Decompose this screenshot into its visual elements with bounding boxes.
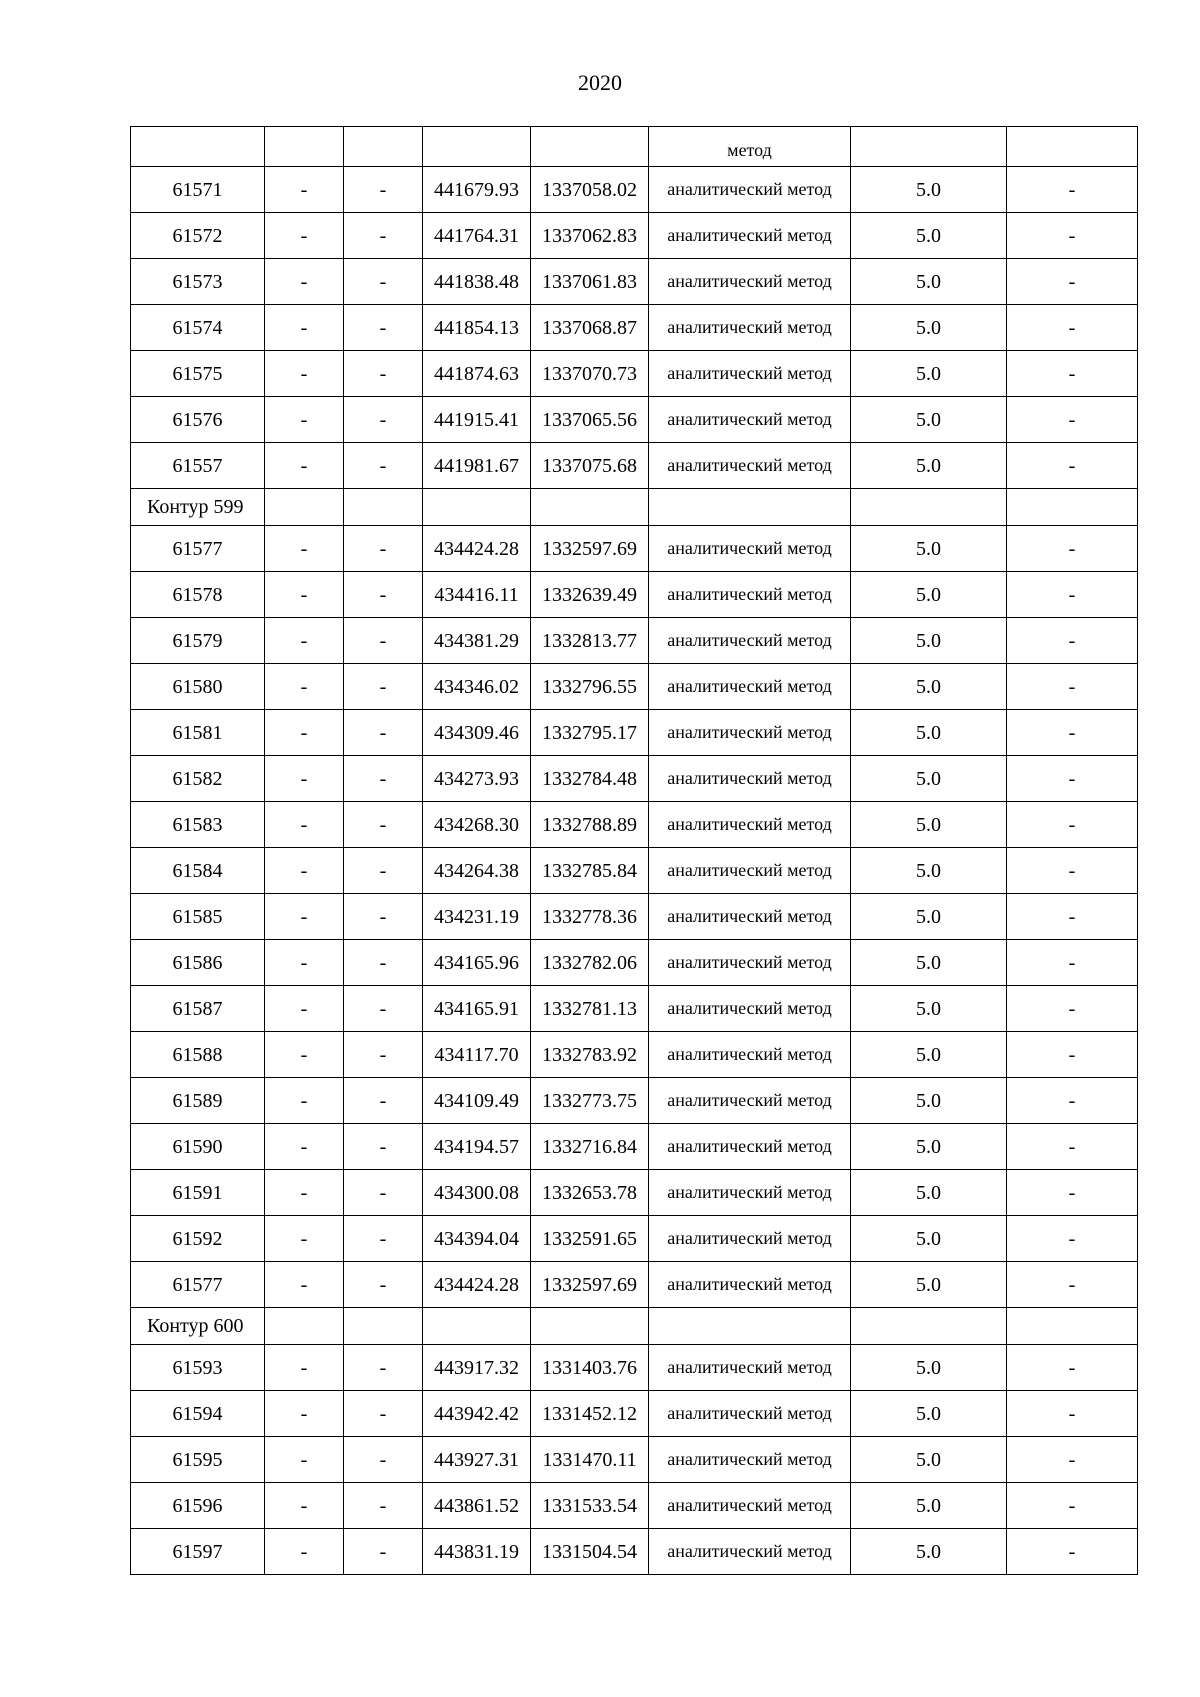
cell-col2: -: [265, 1170, 344, 1216]
cell-point: 61582: [131, 756, 265, 802]
cell-y: 1332782.06: [531, 940, 649, 986]
cell-col8: -: [1007, 894, 1138, 940]
cell-point: 61583: [131, 802, 265, 848]
contour-label: Контур 600: [131, 1308, 265, 1345]
table-row: [131, 167, 1138, 213]
cell-col2: -: [265, 710, 344, 756]
cell-y: 1332653.78: [531, 1170, 649, 1216]
table-row: [131, 1262, 1138, 1308]
cell-method: аналитический метод: [649, 618, 851, 664]
cell-point: 61584: [131, 848, 265, 894]
cell-col3: -: [344, 1124, 423, 1170]
cell-y: 1337075.68: [531, 443, 649, 489]
cell-col8: -: [1007, 664, 1138, 710]
table-row: [131, 664, 1138, 710]
table-row: [131, 986, 1138, 1032]
cell-col3: -: [344, 894, 423, 940]
cell-accuracy: 5.0: [851, 1345, 1007, 1391]
cell-y: 1331533.54: [531, 1483, 649, 1529]
cell-y: 1337061.83: [531, 259, 649, 305]
cell-col8: -: [1007, 1078, 1138, 1124]
cell-col8: -: [1007, 1483, 1138, 1529]
cell-method: аналитический метод: [649, 986, 851, 1032]
cell-col2: -: [265, 756, 344, 802]
cell-accuracy: 5.0: [851, 351, 1007, 397]
cell-y: 1332597.69: [531, 526, 649, 572]
cell-col2: -: [265, 802, 344, 848]
cell-point: 61577: [131, 526, 265, 572]
table-row: [131, 1170, 1138, 1216]
cell-accuracy: 5.0: [851, 1529, 1007, 1575]
cell-x: 441679.93: [423, 167, 531, 213]
cell-y: 1337068.87: [531, 305, 649, 351]
cell-method: аналитический метод: [649, 1124, 851, 1170]
table-row: [131, 305, 1138, 351]
cell-accuracy: 5.0: [851, 1391, 1007, 1437]
empty-cell: [1007, 1308, 1138, 1345]
cell-x: 434268.30: [423, 802, 531, 848]
cell-x: 434165.91: [423, 986, 531, 1032]
cell-x: 434346.02: [423, 664, 531, 710]
cell-col2: -: [265, 167, 344, 213]
cell-x: 434424.28: [423, 1262, 531, 1308]
empty-cell: [851, 1308, 1007, 1345]
cell-x: 434117.70: [423, 1032, 531, 1078]
cell-col2: -: [265, 1345, 344, 1391]
cell-col3: -: [344, 1529, 423, 1575]
cell-col8: -: [1007, 1124, 1138, 1170]
table-row-continuation: [131, 127, 1138, 167]
cell-point: 61587: [131, 986, 265, 1032]
cell-method: аналитический метод: [649, 1391, 851, 1437]
table-row: [131, 1124, 1138, 1170]
cell-col3: -: [344, 259, 423, 305]
cell-method: аналитический метод: [649, 802, 851, 848]
cell-accuracy: 5.0: [851, 305, 1007, 351]
cell-point: 61574: [131, 305, 265, 351]
cell-col8: -: [1007, 1391, 1138, 1437]
cell-method: аналитический метод: [649, 305, 851, 351]
cell-method: аналитический метод: [649, 848, 851, 894]
cell-col2: [265, 127, 344, 167]
cell-col3: -: [344, 572, 423, 618]
cell-col8: -: [1007, 397, 1138, 443]
cell-y: 1332778.36: [531, 894, 649, 940]
cell-y: 1332781.13: [531, 986, 649, 1032]
cell-accuracy: 5.0: [851, 1170, 1007, 1216]
cell-point: 61597: [131, 1529, 265, 1575]
cell-col2: -: [265, 259, 344, 305]
table-row: [131, 756, 1138, 802]
cell-col8: -: [1007, 618, 1138, 664]
cell-col8: -: [1007, 802, 1138, 848]
cell-accuracy: 5.0: [851, 618, 1007, 664]
empty-cell: [1007, 489, 1138, 526]
cell-x: 434264.38: [423, 848, 531, 894]
empty-cell: [265, 1308, 344, 1345]
cell-y: 1331403.76: [531, 1345, 649, 1391]
cell-point: 61575: [131, 351, 265, 397]
empty-cell: [423, 489, 531, 526]
cell-y: 1331504.54: [531, 1529, 649, 1575]
cell-method: аналитический метод: [649, 526, 851, 572]
cell-accuracy: 5.0: [851, 213, 1007, 259]
cell-y: 1332796.55: [531, 664, 649, 710]
cell-point: 61590: [131, 1124, 265, 1170]
cell-col2: -: [265, 1391, 344, 1437]
empty-cell: [531, 489, 649, 526]
cell-col8: -: [1007, 305, 1138, 351]
cell-point: 61572: [131, 213, 265, 259]
cell-point: 61594: [131, 1391, 265, 1437]
cell-col3: -: [344, 1437, 423, 1483]
table-row: [131, 1078, 1138, 1124]
cell-accuracy: 5.0: [851, 1124, 1007, 1170]
table-row: [131, 618, 1138, 664]
contour-header-row: [131, 1308, 1138, 1345]
cell-col2: -: [265, 1437, 344, 1483]
cell-col3: -: [344, 526, 423, 572]
cell-method: аналитический метод: [649, 1437, 851, 1483]
cell-method: аналитический метод: [649, 1529, 851, 1575]
cell-col8: -: [1007, 848, 1138, 894]
cell-accuracy: 5.0: [851, 167, 1007, 213]
cell-point: 61591: [131, 1170, 265, 1216]
table-row: [131, 1483, 1138, 1529]
empty-cell: [531, 1308, 649, 1345]
cell-y: 1332795.17: [531, 710, 649, 756]
cell-accuracy: 5.0: [851, 894, 1007, 940]
cell-x: [423, 127, 531, 167]
cell-col3: -: [344, 1216, 423, 1262]
cell-col2: -: [265, 1078, 344, 1124]
cell-col2: -: [265, 664, 344, 710]
cell-point: 61573: [131, 259, 265, 305]
table-row: [131, 1391, 1138, 1437]
cell-method: аналитический метод: [649, 351, 851, 397]
table-row: [131, 894, 1138, 940]
cell-y: 1332773.75: [531, 1078, 649, 1124]
empty-cell: [423, 1308, 531, 1345]
cell-point: 61585: [131, 894, 265, 940]
cell-method: аналитический метод: [649, 443, 851, 489]
cell-accuracy: 5.0: [851, 802, 1007, 848]
cell-col3: -: [344, 756, 423, 802]
cell-y: 1332788.89: [531, 802, 649, 848]
cell-col3: -: [344, 1391, 423, 1437]
cell-y: 1337062.83: [531, 213, 649, 259]
empty-cell: [649, 1308, 851, 1345]
cell-accuracy: 5.0: [851, 710, 1007, 756]
cell-method: аналитический метод: [649, 397, 851, 443]
cell-x: 441838.48: [423, 259, 531, 305]
cell-method: аналитический метод: [649, 167, 851, 213]
table-row: [131, 397, 1138, 443]
cell-accuracy: 5.0: [851, 848, 1007, 894]
cell-col3: -: [344, 1078, 423, 1124]
cell-method: аналитический метод: [649, 1345, 851, 1391]
table-body: [131, 127, 1138, 1575]
cell-y: 1332784.48: [531, 756, 649, 802]
cell-y: 1332813.77: [531, 618, 649, 664]
cell-col2: -: [265, 526, 344, 572]
cell-y: 1332716.84: [531, 1124, 649, 1170]
cell-method: аналитический метод: [649, 1216, 851, 1262]
cell-col3: -: [344, 802, 423, 848]
cell-col3: -: [344, 443, 423, 489]
cell-y: 1337065.56: [531, 397, 649, 443]
cell-col3: -: [344, 664, 423, 710]
cell-col2: -: [265, 1124, 344, 1170]
cell-x: 441981.67: [423, 443, 531, 489]
cell-col2: -: [265, 986, 344, 1032]
cell-col3: -: [344, 213, 423, 259]
table-row: [131, 848, 1138, 894]
cell-col3: -: [344, 167, 423, 213]
cell-col8: -: [1007, 986, 1138, 1032]
cell-col3: -: [344, 710, 423, 756]
cell-x: 434194.57: [423, 1124, 531, 1170]
cell-method: аналитический метод: [649, 1170, 851, 1216]
cell-col3: [344, 127, 423, 167]
cell-accuracy: 5.0: [851, 526, 1007, 572]
cell-col8: -: [1007, 1216, 1138, 1262]
cell-point: 61592: [131, 1216, 265, 1262]
cell-method: аналитический метод: [649, 572, 851, 618]
cell-col8: -: [1007, 259, 1138, 305]
cell-col3: -: [344, 618, 423, 664]
cell-method: аналитический метод: [649, 1078, 851, 1124]
cell-col3: -: [344, 940, 423, 986]
cell-accuracy: 5.0: [851, 397, 1007, 443]
cell-y: [531, 127, 649, 167]
table-row: [131, 572, 1138, 618]
contour-header-row: [131, 489, 1138, 526]
cell-x: 434300.08: [423, 1170, 531, 1216]
cell-col2: -: [265, 397, 344, 443]
cell-col3: -: [344, 1483, 423, 1529]
cell-point: 61577: [131, 1262, 265, 1308]
cell-accuracy: 5.0: [851, 1078, 1007, 1124]
cell-col2: -: [265, 618, 344, 664]
cell-col8: -: [1007, 526, 1138, 572]
cell-method: аналитический метод: [649, 1483, 851, 1529]
cell-col8: -: [1007, 351, 1138, 397]
cell-method: метод: [649, 127, 851, 167]
table-row: [131, 940, 1138, 986]
cell-point: 61581: [131, 710, 265, 756]
cell-col3: -: [344, 1170, 423, 1216]
cell-x: 434309.46: [423, 710, 531, 756]
table-row: [131, 710, 1138, 756]
cell-method: аналитический метод: [649, 1262, 851, 1308]
cell-col8: -: [1007, 1262, 1138, 1308]
empty-cell: [649, 489, 851, 526]
cell-point: 61571: [131, 167, 265, 213]
cell-point: 61578: [131, 572, 265, 618]
cell-method: аналитический метод: [649, 259, 851, 305]
cell-col3: -: [344, 986, 423, 1032]
cell-x: 443831.19: [423, 1529, 531, 1575]
cell-col3: -: [344, 848, 423, 894]
cell-col2: -: [265, 572, 344, 618]
cell-x: 434424.28: [423, 526, 531, 572]
cell-y: 1331452.12: [531, 1391, 649, 1437]
cell-col8: -: [1007, 443, 1138, 489]
cell-y: 1332597.69: [531, 1262, 649, 1308]
cell-point: 61588: [131, 1032, 265, 1078]
cell-y: 1332639.49: [531, 572, 649, 618]
cell-x: 434416.11: [423, 572, 531, 618]
cell-col2: -: [265, 1483, 344, 1529]
cell-col2: -: [265, 443, 344, 489]
table-row: [131, 351, 1138, 397]
cell-col8: -: [1007, 940, 1138, 986]
cell-method: аналитический метод: [649, 710, 851, 756]
cell-x: 443861.52: [423, 1483, 531, 1529]
table-row: [131, 1529, 1138, 1575]
cell-col8: -: [1007, 1032, 1138, 1078]
cell-accuracy: 5.0: [851, 1032, 1007, 1078]
cell-x: 434394.04: [423, 1216, 531, 1262]
cell-col2: -: [265, 1032, 344, 1078]
cell-accuracy: 5.0: [851, 1483, 1007, 1529]
cell-point: 61580: [131, 664, 265, 710]
cell-col8: [1007, 127, 1138, 167]
cell-col3: -: [344, 1262, 423, 1308]
cell-accuracy: 5.0: [851, 756, 1007, 802]
cell-col8: -: [1007, 756, 1138, 802]
cell-y: 1331470.11: [531, 1437, 649, 1483]
cell-x: 434109.49: [423, 1078, 531, 1124]
contour-label: Контур 599: [131, 489, 265, 526]
cell-x: 443942.42: [423, 1391, 531, 1437]
cell-col8: -: [1007, 1529, 1138, 1575]
cell-x: 434231.19: [423, 894, 531, 940]
cell-col3: -: [344, 1032, 423, 1078]
cell-point: [131, 127, 265, 167]
cell-col8: -: [1007, 1437, 1138, 1483]
cell-x: 443927.31: [423, 1437, 531, 1483]
cell-y: 1332783.92: [531, 1032, 649, 1078]
cell-point: 61579: [131, 618, 265, 664]
cell-col2: -: [265, 305, 344, 351]
cell-point: 61596: [131, 1483, 265, 1529]
table-row: [131, 1345, 1138, 1391]
cell-accuracy: 5.0: [851, 1437, 1007, 1483]
cell-accuracy: [851, 127, 1007, 167]
cell-col8: -: [1007, 213, 1138, 259]
cell-col3: -: [344, 351, 423, 397]
page-number: 2020: [578, 70, 622, 95]
cell-point: 61589: [131, 1078, 265, 1124]
cell-y: 1332785.84: [531, 848, 649, 894]
cell-col2: -: [265, 940, 344, 986]
table-row: [131, 443, 1138, 489]
cell-col2: -: [265, 894, 344, 940]
table-row: [131, 802, 1138, 848]
empty-cell: [265, 489, 344, 526]
cell-accuracy: 5.0: [851, 259, 1007, 305]
cell-method: аналитический метод: [649, 664, 851, 710]
cell-method: аналитический метод: [649, 940, 851, 986]
cell-accuracy: 5.0: [851, 1262, 1007, 1308]
cell-x: 441854.13: [423, 305, 531, 351]
cell-point: 61593: [131, 1345, 265, 1391]
cell-col8: -: [1007, 1345, 1138, 1391]
cell-accuracy: 5.0: [851, 986, 1007, 1032]
empty-cell: [344, 489, 423, 526]
cell-x: 434165.96: [423, 940, 531, 986]
cell-point: 61557: [131, 443, 265, 489]
cell-col2: -: [265, 213, 344, 259]
cell-col3: -: [344, 305, 423, 351]
cell-col2: -: [265, 848, 344, 894]
table-row: [131, 213, 1138, 259]
cell-accuracy: 5.0: [851, 572, 1007, 618]
cell-col8: -: [1007, 1170, 1138, 1216]
cell-col8: -: [1007, 710, 1138, 756]
cell-x: 434273.93: [423, 756, 531, 802]
cell-col3: -: [344, 1345, 423, 1391]
cell-method: аналитический метод: [649, 213, 851, 259]
cell-col8: -: [1007, 572, 1138, 618]
cell-method: аналитический метод: [649, 756, 851, 802]
empty-cell: [851, 489, 1007, 526]
cell-col2: -: [265, 1529, 344, 1575]
coordinates-table: [130, 126, 1138, 1575]
cell-col2: -: [265, 1216, 344, 1262]
cell-y: 1332591.65: [531, 1216, 649, 1262]
cell-method: аналитический метод: [649, 1032, 851, 1078]
table-row: [131, 1032, 1138, 1078]
cell-col2: -: [265, 1262, 344, 1308]
cell-accuracy: 5.0: [851, 664, 1007, 710]
cell-x: 441874.63: [423, 351, 531, 397]
cell-x: 441915.41: [423, 397, 531, 443]
empty-cell: [344, 1308, 423, 1345]
table-row: [131, 526, 1138, 572]
cell-col2: -: [265, 351, 344, 397]
table-row: [131, 1437, 1138, 1483]
cell-accuracy: 5.0: [851, 1216, 1007, 1262]
cell-y: 1337058.02: [531, 167, 649, 213]
cell-point: 61595: [131, 1437, 265, 1483]
cell-x: 434381.29: [423, 618, 531, 664]
cell-point: 61586: [131, 940, 265, 986]
cell-method: аналитический метод: [649, 894, 851, 940]
cell-x: 443917.32: [423, 1345, 531, 1391]
table-row: [131, 259, 1138, 305]
cell-col3: -: [344, 397, 423, 443]
cell-x: 441764.31: [423, 213, 531, 259]
cell-y: 1337070.73: [531, 351, 649, 397]
table-row: [131, 1216, 1138, 1262]
cell-point: 61576: [131, 397, 265, 443]
cell-col8: -: [1007, 167, 1138, 213]
cell-accuracy: 5.0: [851, 940, 1007, 986]
cell-accuracy: 5.0: [851, 443, 1007, 489]
